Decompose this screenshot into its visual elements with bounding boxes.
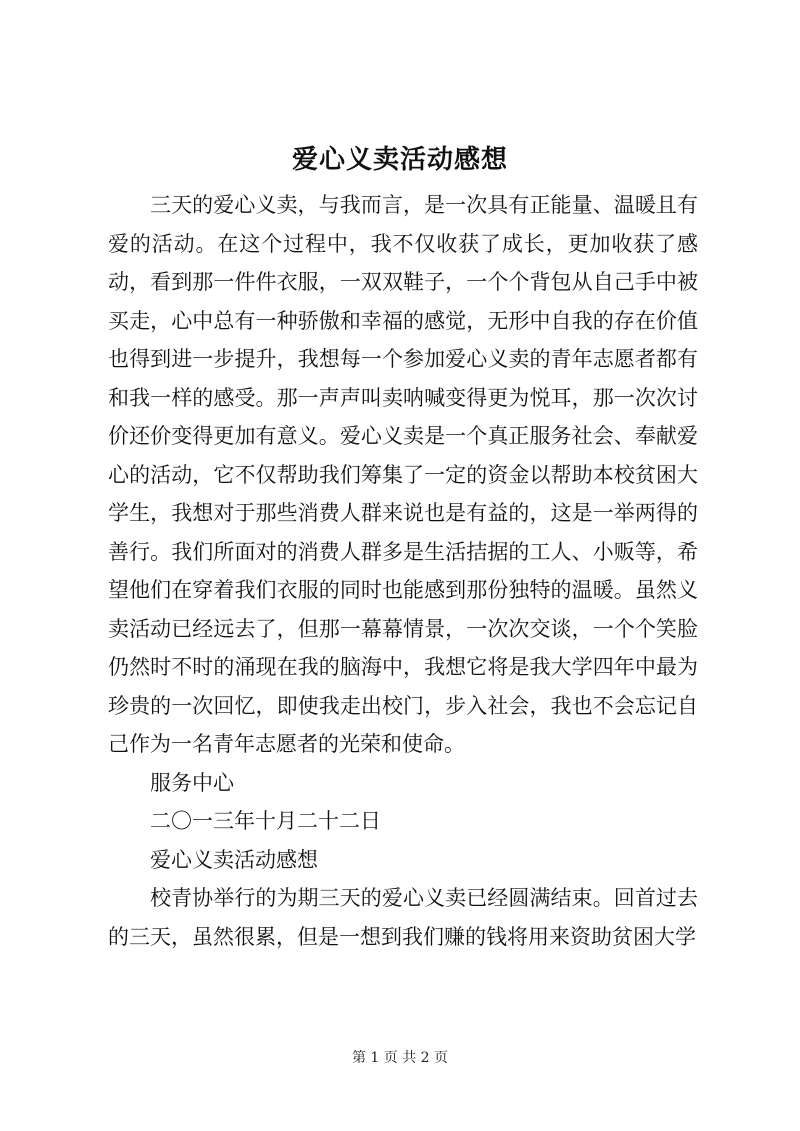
document-body	[108, 186, 698, 956]
section-heading: 爱心义卖活动感想	[150, 847, 318, 872]
page-footer: 第 1 页 共 2 页	[351, 1050, 449, 1066]
page-title: 爱心义卖活动感想	[291, 145, 508, 175]
signature-organization: 服务中心	[150, 770, 234, 795]
body-paragraph: 校青协举行的为期三天的爱心义卖已经圆满结束。回首过去的三天，虽然很累，但是一想到我们赚的钱将用来资助贫困大学	[108, 886, 698, 949]
body-paragraph: 三天的爱心义卖，与我而言，是一次具有正能量、温暖且有爱的活动。在这个过程中，我不仅收获了成长，更加收获了感动，看到那一件件衣服，一双双鞋子，一个个背包从自己手中被买走，心中总有一种骄傲和幸福的感觉，无形中自我的存在价值也得到进一步提升，我想每一个参加爱心义卖的青年志愿者都有和我一样的感受。那一声声叫卖呐喊变得更为悦耳，那一次次讨价还价变得更加有意义。爱心义卖是一个真正服务社会、奉献爱心的活动，它不仅帮助我们筹集了一定的资金以帮助本校贫困大学生，我想对于那些消费人群来说也是有益的，这是一举两得的善行。我们所面对的消费人群多是生活拮据的工人、小贩等，希望他们在穿着我们衣服的同时也能感到那份独特的温暖。虽然义卖活动已经远去了，但那一幕幕情景，一次次交谈，一个个笑脸仍然时不时的涌现在我的脑海中，我想它将是我大学四年中最为珍贵的一次回忆，即使我走出校门，步入社会，我也不会忘记自己作为一名青年志愿者的光荣和使命。	[108, 193, 698, 756]
signature-date: 二〇一三年十月二十二日	[150, 809, 381, 833]
